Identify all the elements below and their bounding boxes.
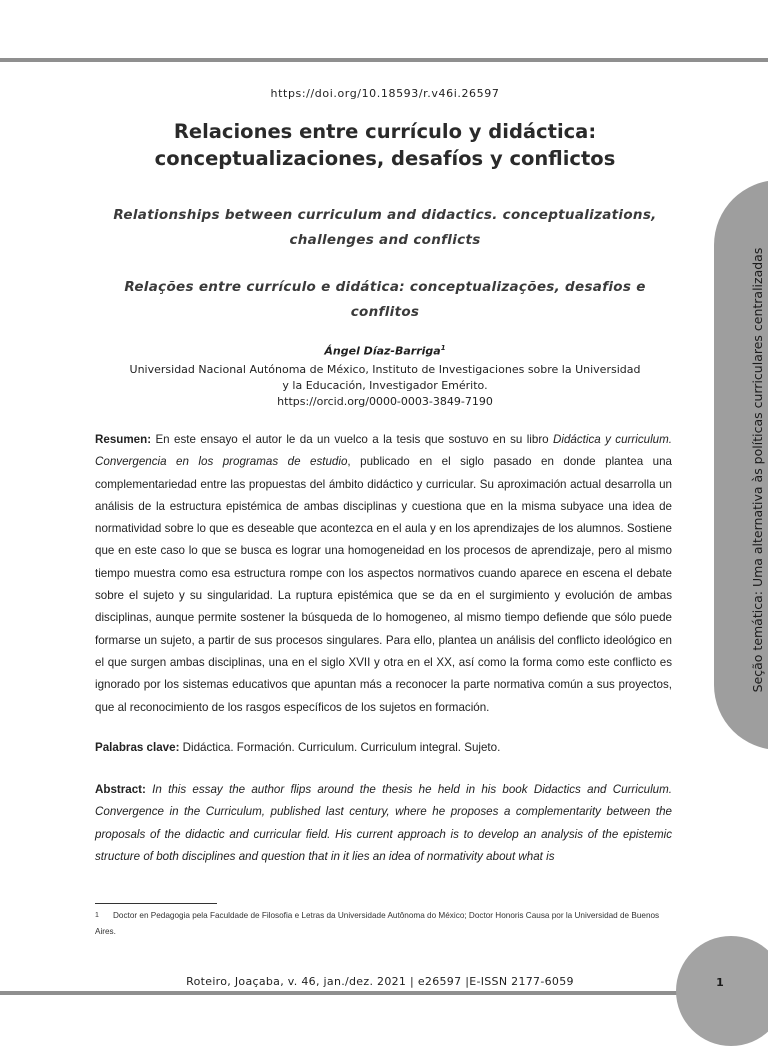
abstract-label: Abstract: xyxy=(95,783,146,796)
section-side-label: Seção temática: Uma alternativa às políticas curriculares centralizadas xyxy=(750,247,765,693)
footnote-mark: 1 xyxy=(95,912,99,919)
title-spanish-line1: Relaciones entre currículo y didáctica: xyxy=(173,120,597,143)
keywords-paragraph xyxy=(95,737,672,759)
resumen-text-1: En este ensayo el autor le da un vuelco a la tesis que sostuvo en su libro xyxy=(151,433,554,446)
author-footnote-mark: 1 xyxy=(440,344,446,352)
footnote-rule xyxy=(95,903,217,904)
page-number: 1 xyxy=(716,976,724,989)
title-portuguese-line2: conflitos xyxy=(350,304,420,320)
abstract-paragraph xyxy=(95,779,672,868)
page-number-circle xyxy=(676,936,768,1046)
footnote-text: Doctor en Pedagogia pela Faculdade de Filosofia e Letras da Universidade Autônoma do México; Doctor Honoris Causa por la Universidad de Buenos Aires. xyxy=(95,911,660,936)
doi-link[interactable]: https://doi.org/10.18593/r.v46i.26597 xyxy=(270,87,500,100)
resumen-book-title: Didáctica y curriculum. Convergencia en los programas de estudio xyxy=(95,433,672,469)
affiliation-line1: Universidad Nacional Autónoma de México, Instituto de Investigaciones sobre la Universidad xyxy=(129,363,641,376)
title-spanish-line2: conceptualizaciones, desafíos y conflictos xyxy=(154,147,616,170)
keywords-label: Palabras clave: xyxy=(95,741,180,754)
title-english-line1: Relationships between curriculum and didactics. conceptualizations, xyxy=(113,207,657,223)
title-english xyxy=(90,203,680,253)
footnote xyxy=(95,908,672,940)
title-english-line2: challenges and conflicts xyxy=(289,232,481,248)
bottom-rule xyxy=(0,991,768,995)
keywords-text: Didáctica. Formación. Curriculum. Curriculum integral. Sujeto. xyxy=(179,741,501,754)
resumen-paragraph xyxy=(95,429,672,719)
affiliation-line2: y la Educación, Investigador Emérito. xyxy=(282,379,488,392)
abstract-text: In this essay the author flips around the thesis he held in his book Didactics and Curriculum. Convergence in the Curriculum, published last century, where he proposes a complementarity between the proposals of the didactic and curricular field. His current approach is to develop an analysis of the epistemic structure of both disciplines and question that in it lies an idea of normativity about what is xyxy=(95,783,672,863)
resumen-label: Resumen: xyxy=(95,433,152,446)
author-affiliation xyxy=(90,362,680,410)
author-name-text: Ángel Díaz-Barriga xyxy=(324,344,441,358)
resumen-text-2: , publicado en el siglo pasado en donde plantea una complementariedad entre las propuestas del ámbito didáctico y curricular. Su aproximación actual desarrolla un análisis de la estructura epistémica de ambas disciplinas y cuestiona que en la misma subyace una idea de normatividad sobre lo que es deseable que acontezca en el aula y en los aprendizajes de los alumnos. Sostiene que en este caso lo que se busca es lograr una homogeneidad en los procesos de aprendizaje, pero al mismo tiempo muestra como esa estructura rompe con los aspectos normativos cuando aparece en escena el debate sobre el sujeto y su singularidad. La ruptura epistémica que se da en el surgimiento y evolución de ambas disciplinas, aunque permite sostener la búsqueda de lo homogeneo, al mismo tiempo defiende que sólo puede formarse un sujeto, a partir de sus procesos singulares. Para ello, plantea un análisis del conflicto ideológico en el que surgen ambas disciplinas, una en el siglo XVII y otra en el XX, así como la forma como este conflicto es ignorado por los sistemas educativos que apuntan más a reconocer la parte normativa común a sus proyectos, que al reconocimiento de los rasgos específicos de los sujetos en formación. xyxy=(95,455,672,714)
top-rule xyxy=(0,58,768,62)
journal-footer: Roteiro, Joaçaba, v. 46, jan./dez. 2021 | e26597 |E-ISSN 2177-6059 xyxy=(186,975,574,988)
orcid-link[interactable]: https://orcid.org/0000-0003-3849-7190 xyxy=(277,395,493,408)
title-spanish xyxy=(90,118,680,172)
title-portuguese-line1: Relações entre currículo e didática: conceptualizações, desafios e xyxy=(124,279,646,295)
author-name xyxy=(90,344,680,358)
title-portuguese xyxy=(90,275,680,325)
